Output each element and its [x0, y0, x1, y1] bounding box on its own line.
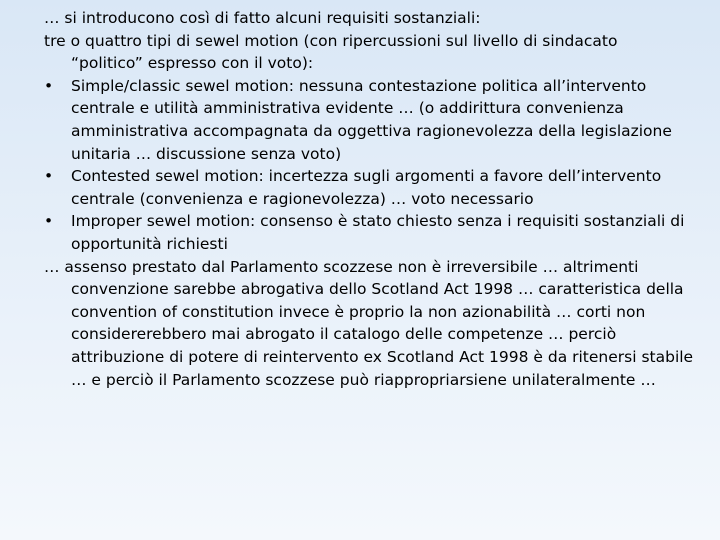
bullet-text: Improper sewel motion: consenso è stato chiesto senza i requisiti sostanziali di opportunità richiesti	[71, 212, 685, 253]
bullet-text: Contested sewel motion: incertezza sugli argomenti a favore dell’intervento centrale (convenienza e ragionevolezza) … voto necessario	[71, 167, 662, 208]
slide-body	[44, 7, 694, 391]
bullet-marker: •	[44, 212, 54, 231]
bullet-item-improper	[44, 210, 694, 255]
bullet-marker: •	[44, 76, 54, 95]
bullet-text: Simple/classic sewel motion: nessuna contestazione politica all’intervento centrale e utilità amministrativa evidente … (o addirittura convenienza amministrativa accompagnata da oggettiva ragionevolezza della legislazione unitaria … discussione senza voto)	[71, 76, 672, 163]
bullet-marker: •	[44, 167, 54, 186]
bullet-item-contested	[44, 165, 694, 210]
closing-text: … assenso prestato dal Parlamento scozzese non è irreversibile … altrimenti convenzione sarebbe abrogativa dello Scotland Act 1998 … caratteristica della convention of constitution invece è proprio la non azionabilità … corti non considererebbero mai abrogato il catalogo delle competenze … perciò attribuzione di potere di reintervento ex Scotland Act 1998 è da ritenersi stabile … e perciò il Parlamento scozzese può riappropriarsiene unilateralmente …	[44, 257, 694, 389]
bullet-item-simple	[44, 75, 694, 165]
intro-text: … si introducono così di fatto alcuni requisiti sostanziali:	[44, 9, 481, 27]
lead-text: tre o quattro tipi di sewel motion (con ripercussioni sul livello di sindacato “politico” espresso con il voto):	[44, 31, 618, 73]
